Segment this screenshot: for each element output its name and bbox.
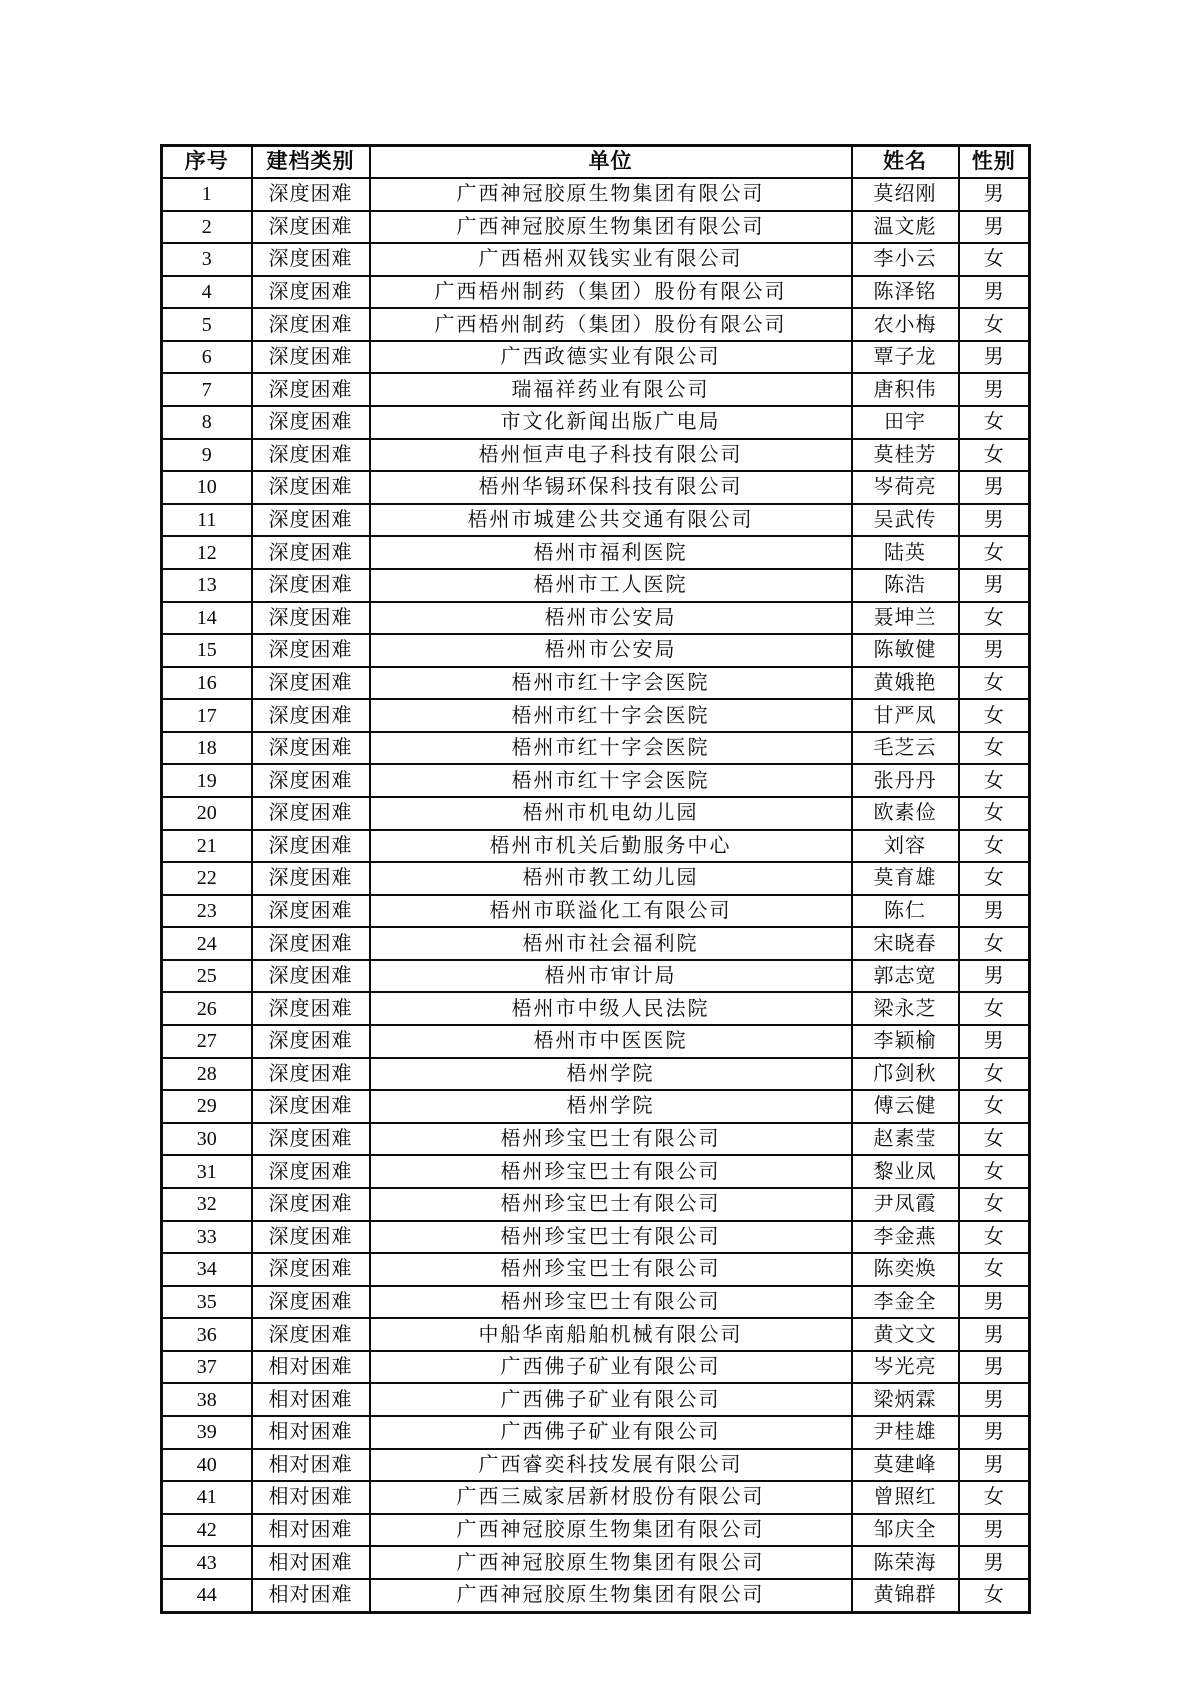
table-cell: 广西梧州双钱实业有限公司 (370, 243, 852, 276)
table-row (162, 1253, 1030, 1286)
table-row (162, 1481, 1030, 1514)
table-cell: 深度困难 (252, 536, 370, 569)
table-cell: 女 (959, 927, 1030, 960)
table-cell: 广西神冠胶原生物集团有限公司 (370, 178, 852, 211)
table-cell: 25 (162, 960, 252, 993)
table-cell: 相对困难 (252, 1383, 370, 1416)
table-cell: 瑞福祥药业有限公司 (370, 373, 852, 406)
table-cell: 深度困难 (252, 211, 370, 244)
table-cell: 男 (959, 471, 1030, 504)
table-cell: 相对困难 (252, 1546, 370, 1579)
table-cell: 深度困难 (252, 862, 370, 895)
table-cell: 陈荣海 (852, 1546, 959, 1579)
table-cell: 市文化新闻出版广电局 (370, 406, 852, 439)
table-cell: 深度困难 (252, 276, 370, 309)
table-cell: 刘容 (852, 830, 959, 863)
table-row (162, 1579, 1030, 1613)
table-cell: 梧州市机关后勤服务中心 (370, 830, 852, 863)
table-cell: 梧州市公安局 (370, 634, 852, 667)
table-cell: 梁永芝 (852, 992, 959, 1025)
table-cell: 曾照红 (852, 1481, 959, 1514)
table-cell: 男 (959, 276, 1030, 309)
table-cell: 34 (162, 1253, 252, 1286)
table-cell: 女 (959, 797, 1030, 830)
table-row (162, 373, 1030, 406)
table-cell: 深度困难 (252, 699, 370, 732)
table-cell: 深度困难 (252, 439, 370, 472)
table-cell: 女 (959, 1188, 1030, 1221)
table-cell: 梧州市教工幼儿园 (370, 862, 852, 895)
table-cell: 宋晓春 (852, 927, 959, 960)
table-cell: 女 (959, 1253, 1030, 1286)
table-cell: 唐积伟 (852, 373, 959, 406)
table-row (162, 830, 1030, 863)
table-cell: 梧州珍宝巴士有限公司 (370, 1123, 852, 1156)
table-cell: 广西政德实业有限公司 (370, 341, 852, 374)
table-cell: 女 (959, 699, 1030, 732)
table-cell: 深度困难 (252, 634, 370, 667)
table-row (162, 1025, 1030, 1058)
table-row (162, 211, 1030, 244)
table-cell: 7 (162, 373, 252, 406)
table-cell: 男 (959, 1286, 1030, 1319)
table-cell: 深度困难 (252, 830, 370, 863)
table-cell: 陈奕焕 (852, 1253, 959, 1286)
table-cell: 黄文文 (852, 1318, 959, 1351)
table-cell: 相对困难 (252, 1514, 370, 1547)
table-cell: 女 (959, 992, 1030, 1025)
table-cell: 梧州市审计局 (370, 960, 852, 993)
table-cell: 男 (959, 895, 1030, 928)
table-cell: 田宇 (852, 406, 959, 439)
table-cell: 深度困难 (252, 1286, 370, 1319)
table-cell: 深度困难 (252, 1155, 370, 1188)
table-cell: 30 (162, 1123, 252, 1156)
table-cell: 广西佛子矿业有限公司 (370, 1416, 852, 1449)
table-cell: 梧州市中医医院 (370, 1025, 852, 1058)
table-row (162, 797, 1030, 830)
table-cell: 女 (959, 1123, 1030, 1156)
table-cell: 李小云 (852, 243, 959, 276)
table-cell: 10 (162, 471, 252, 504)
table-cell: 梧州市社会福利院 (370, 927, 852, 960)
header-name: 姓名 (852, 146, 959, 179)
table-cell: 梧州市联溢化工有限公司 (370, 895, 852, 928)
table-row (162, 406, 1030, 439)
table-cell: 相对困难 (252, 1449, 370, 1482)
table-cell: 广西睿奕科技发展有限公司 (370, 1449, 852, 1482)
table-cell: 44 (162, 1579, 252, 1613)
table-row (162, 1188, 1030, 1221)
table-cell: 男 (959, 960, 1030, 993)
table-cell: 深度困难 (252, 797, 370, 830)
table-cell: 欧素俭 (852, 797, 959, 830)
table-cell: 深度困难 (252, 1058, 370, 1091)
table-cell: 深度困难 (252, 341, 370, 374)
table-cell: 广西梧州制药（集团）股份有限公司 (370, 308, 852, 341)
table-cell: 女 (959, 243, 1030, 276)
table-cell: 1 (162, 178, 252, 211)
table-header (162, 146, 1030, 179)
table-cell: 43 (162, 1546, 252, 1579)
table-cell: 深度困难 (252, 1318, 370, 1351)
table-cell: 甘严凤 (852, 699, 959, 732)
table-cell: 女 (959, 1090, 1030, 1123)
table-cell: 岑光亮 (852, 1351, 959, 1384)
table-cell: 深度困难 (252, 1090, 370, 1123)
difficulty-archive-roster-table (160, 144, 1031, 1614)
table-row (162, 992, 1030, 1025)
table-cell: 梧州市城建公共交通有限公司 (370, 504, 852, 537)
table-row (162, 1090, 1030, 1123)
table-cell: 31 (162, 1155, 252, 1188)
table-cell: 梧州市红十字会医院 (370, 732, 852, 765)
table-cell: 梧州市福利医院 (370, 536, 852, 569)
table-cell: 梧州珍宝巴士有限公司 (370, 1286, 852, 1319)
table-row (162, 1416, 1030, 1449)
header-archive-category: 建档类别 (252, 146, 370, 179)
table-row (162, 895, 1030, 928)
table-cell: 莫绍刚 (852, 178, 959, 211)
table-cell: 男 (959, 211, 1030, 244)
table-cell: 39 (162, 1416, 252, 1449)
table-cell: 张丹丹 (852, 764, 959, 797)
table-cell: 黄锦群 (852, 1579, 959, 1613)
table-cell: 女 (959, 667, 1030, 700)
table-cell: 9 (162, 439, 252, 472)
table-cell: 女 (959, 536, 1030, 569)
table-cell: 13 (162, 569, 252, 602)
table-cell: 莫育雄 (852, 862, 959, 895)
table-cell: 黎业凤 (852, 1155, 959, 1188)
table-cell: 梧州珍宝巴士有限公司 (370, 1188, 852, 1221)
table-cell: 21 (162, 830, 252, 863)
table-cell: 12 (162, 536, 252, 569)
table-row (162, 732, 1030, 765)
table-cell: 梧州市红十字会医院 (370, 667, 852, 700)
table-cell: 梧州市机电幼儿园 (370, 797, 852, 830)
header-serial-number: 序号 (162, 146, 252, 179)
table-cell: 梧州市工人医院 (370, 569, 852, 602)
table-row (162, 341, 1030, 374)
table-cell: 11 (162, 504, 252, 537)
table-cell: 邹庆全 (852, 1514, 959, 1547)
table-cell: 42 (162, 1514, 252, 1547)
table-cell: 广西梧州制药（集团）股份有限公司 (370, 276, 852, 309)
table-cell: 深度困难 (252, 471, 370, 504)
table-cell: 女 (959, 1155, 1030, 1188)
table-row (162, 1514, 1030, 1547)
table-cell: 温文彪 (852, 211, 959, 244)
table-cell: 40 (162, 1449, 252, 1482)
table-cell: 梧州学院 (370, 1058, 852, 1091)
table-cell: 梧州珍宝巴士有限公司 (370, 1221, 852, 1254)
table-cell: 24 (162, 927, 252, 960)
table-cell: 梧州学院 (370, 1090, 852, 1123)
table-cell: 深度困难 (252, 895, 370, 928)
table-row (162, 634, 1030, 667)
table-cell: 2 (162, 211, 252, 244)
table-cell: 男 (959, 1514, 1030, 1547)
table-row (162, 667, 1030, 700)
table-cell: 梁炳霖 (852, 1383, 959, 1416)
table-cell: 深度困难 (252, 504, 370, 537)
table-cell: 32 (162, 1188, 252, 1221)
table-cell: 男 (959, 504, 1030, 537)
table-cell: 男 (959, 1449, 1030, 1482)
table-cell: 梧州市红十字会医院 (370, 699, 852, 732)
table-cell: 26 (162, 992, 252, 1025)
table-cell: 相对困难 (252, 1351, 370, 1384)
table-cell: 深度困难 (252, 373, 370, 406)
table-cell: 傅云健 (852, 1090, 959, 1123)
table-row (162, 504, 1030, 537)
table-row (162, 862, 1030, 895)
table-cell: 深度困难 (252, 1253, 370, 1286)
table-row (162, 602, 1030, 635)
table-cell: 深度困难 (252, 927, 370, 960)
table-cell: 深度困难 (252, 732, 370, 765)
table-cell: 梧州华锡环保科技有限公司 (370, 471, 852, 504)
table-row (162, 1318, 1030, 1351)
table-cell: 41 (162, 1481, 252, 1514)
table-cell: 深度困难 (252, 1025, 370, 1058)
table-cell: 20 (162, 797, 252, 830)
table-cell: 广西神冠胶原生物集团有限公司 (370, 1514, 852, 1547)
table-cell: 广西佛子矿业有限公司 (370, 1383, 852, 1416)
table-cell: 女 (959, 1579, 1030, 1613)
table-cell: 深度困难 (252, 569, 370, 602)
table-cell: 19 (162, 764, 252, 797)
table-cell: 男 (959, 1351, 1030, 1384)
table-cell: 郭志宽 (852, 960, 959, 993)
table-cell: 黄娥艳 (852, 667, 959, 700)
table-row (162, 1058, 1030, 1091)
table-row (162, 699, 1030, 732)
table-cell: 广西佛子矿业有限公司 (370, 1351, 852, 1384)
table-cell: 吴武传 (852, 504, 959, 537)
table-row (162, 308, 1030, 341)
table-row (162, 1221, 1030, 1254)
table-row (162, 569, 1030, 602)
table-cell: 李金燕 (852, 1221, 959, 1254)
table-row (162, 1546, 1030, 1579)
table-cell: 男 (959, 1025, 1030, 1058)
table-cell: 相对困难 (252, 1481, 370, 1514)
table-cell: 广西神冠胶原生物集团有限公司 (370, 1579, 852, 1613)
table-cell: 18 (162, 732, 252, 765)
table-cell: 男 (959, 1416, 1030, 1449)
table-cell: 深度困难 (252, 178, 370, 211)
table-body (162, 178, 1030, 1613)
table-cell: 深度困难 (252, 406, 370, 439)
table-cell: 赵素莹 (852, 1123, 959, 1156)
table-row (162, 1123, 1030, 1156)
table-cell: 毛芝云 (852, 732, 959, 765)
table-cell: 深度困难 (252, 243, 370, 276)
table-cell: 深度困难 (252, 1221, 370, 1254)
table-cell: 梧州市中级人民法院 (370, 992, 852, 1025)
table-row (162, 243, 1030, 276)
table-cell: 深度困难 (252, 1188, 370, 1221)
table-row (162, 471, 1030, 504)
table-cell: 莫桂芳 (852, 439, 959, 472)
table-row (162, 927, 1030, 960)
table-cell: 4 (162, 276, 252, 309)
table-cell: 深度困难 (252, 992, 370, 1025)
table-cell: 相对困难 (252, 1416, 370, 1449)
table-cell: 8 (162, 406, 252, 439)
table-cell: 37 (162, 1351, 252, 1384)
table-cell: 女 (959, 308, 1030, 341)
table-cell: 男 (959, 373, 1030, 406)
table-cell: 邝剑秋 (852, 1058, 959, 1091)
table-cell: 深度困难 (252, 308, 370, 341)
table-cell: 22 (162, 862, 252, 895)
table-cell: 女 (959, 439, 1030, 472)
table-row (162, 439, 1030, 472)
table-cell: 梧州珍宝巴士有限公司 (370, 1253, 852, 1286)
table-cell: 李颖榆 (852, 1025, 959, 1058)
table-cell: 5 (162, 308, 252, 341)
table-cell: 女 (959, 602, 1030, 635)
table-header-row (162, 146, 1030, 179)
table-row (162, 1286, 1030, 1319)
table-cell: 梧州珍宝巴士有限公司 (370, 1155, 852, 1188)
table-cell: 陈泽铭 (852, 276, 959, 309)
table-cell: 岑荷亮 (852, 471, 959, 504)
table-cell: 6 (162, 341, 252, 374)
table-cell: 农小梅 (852, 308, 959, 341)
table-row (162, 1351, 1030, 1384)
table-cell: 广西神冠胶原生物集团有限公司 (370, 1546, 852, 1579)
table-cell: 29 (162, 1090, 252, 1123)
table-cell: 深度困难 (252, 764, 370, 797)
table-cell: 14 (162, 602, 252, 635)
table-cell: 女 (959, 406, 1030, 439)
table-cell: 男 (959, 1546, 1030, 1579)
table-row (162, 536, 1030, 569)
table-cell: 深度困难 (252, 1123, 370, 1156)
table-cell: 27 (162, 1025, 252, 1058)
table-cell: 梧州市红十字会医院 (370, 764, 852, 797)
table-cell: 聂坤兰 (852, 602, 959, 635)
table-cell: 莫建峰 (852, 1449, 959, 1482)
table-cell: 35 (162, 1286, 252, 1319)
table-cell: 男 (959, 341, 1030, 374)
table-cell: 深度困难 (252, 960, 370, 993)
table-row (162, 1155, 1030, 1188)
table-cell: 女 (959, 830, 1030, 863)
table-cell: 36 (162, 1318, 252, 1351)
table-row (162, 764, 1030, 797)
table-cell: 广西神冠胶原生物集团有限公司 (370, 211, 852, 244)
table-cell: 男 (959, 178, 1030, 211)
table-cell: 梧州恒声电子科技有限公司 (370, 439, 852, 472)
table-cell: 深度困难 (252, 667, 370, 700)
table-cell: 陈浩 (852, 569, 959, 602)
table-cell: 李金全 (852, 1286, 959, 1319)
table-cell: 男 (959, 1318, 1030, 1351)
table-cell: 覃子龙 (852, 341, 959, 374)
table-cell: 女 (959, 1481, 1030, 1514)
table-cell: 33 (162, 1221, 252, 1254)
table-row (162, 276, 1030, 309)
table-cell: 尹桂雄 (852, 1416, 959, 1449)
table-cell: 17 (162, 699, 252, 732)
table-cell: 中船华南船舶机械有限公司 (370, 1318, 852, 1351)
table-cell: 女 (959, 1058, 1030, 1091)
header-gender: 性别 (959, 146, 1030, 179)
table-row (162, 1449, 1030, 1482)
table-cell: 陈敏健 (852, 634, 959, 667)
table-cell: 梧州市公安局 (370, 602, 852, 635)
header-work-unit: 单位 (370, 146, 852, 179)
table-cell: 28 (162, 1058, 252, 1091)
table-cell: 23 (162, 895, 252, 928)
table-row (162, 960, 1030, 993)
table-cell: 16 (162, 667, 252, 700)
table-cell: 尹凤霞 (852, 1188, 959, 1221)
table-cell: 男 (959, 1383, 1030, 1416)
table-cell: 男 (959, 569, 1030, 602)
table-row (162, 178, 1030, 211)
table-cell: 15 (162, 634, 252, 667)
table-cell: 3 (162, 243, 252, 276)
table-cell: 38 (162, 1383, 252, 1416)
table-cell: 女 (959, 764, 1030, 797)
table-cell: 女 (959, 732, 1030, 765)
table-cell: 陆英 (852, 536, 959, 569)
table-cell: 相对困难 (252, 1579, 370, 1613)
table-cell: 陈仁 (852, 895, 959, 928)
table-cell: 深度困难 (252, 602, 370, 635)
table-cell: 广西三威家居新材股份有限公司 (370, 1481, 852, 1514)
table-row (162, 1383, 1030, 1416)
table-cell: 男 (959, 634, 1030, 667)
table-cell: 女 (959, 862, 1030, 895)
table-cell: 女 (959, 1221, 1030, 1254)
